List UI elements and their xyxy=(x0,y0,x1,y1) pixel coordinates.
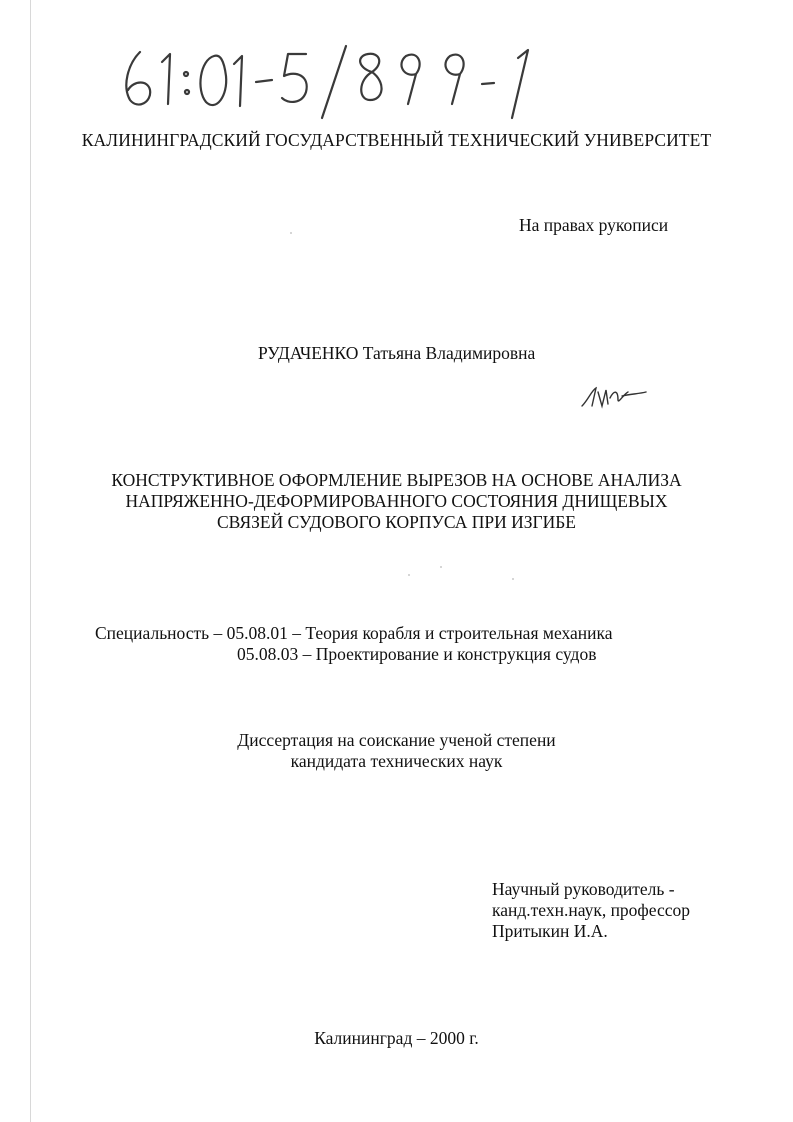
degree-statement xyxy=(0,730,793,772)
specialty-block xyxy=(95,623,613,665)
supervisor-line: канд.техн.наук, профессор xyxy=(492,900,691,920)
place-and-year: Калининград – 2000 г. xyxy=(314,1028,479,1048)
handwritten-shelf-number xyxy=(110,34,550,124)
scan-speck xyxy=(290,232,292,234)
dissertation-title xyxy=(40,470,753,533)
title-line: СВЯЗЕЙ СУДОВОГО КОРПУСА ПРИ ИЗГИБЕ xyxy=(217,512,576,532)
scan-speck xyxy=(408,574,410,576)
university-name: КАЛИНИНГРАДСКИЙ ГОСУДАРСТВЕННЫЙ ТЕХНИЧЕСКИЙ УНИВЕРСИТЕТ xyxy=(81,130,712,150)
scientific-supervisor xyxy=(492,879,690,942)
specialty-line: 05.08.03 – Проектирование и конструкция судов xyxy=(237,644,597,664)
author-name: РУДАЧЕНКО Татьяна Владимировна xyxy=(258,343,536,363)
specialty-line: Специальность – 05.08.01 – Теория корабля и строительная механика xyxy=(95,623,613,643)
title-line: КОНСТРУКТИВНОЕ ОФОРМЛЕНИЕ ВЫРЕЗОВ НА ОСНОВЕ АНАЛИЗА xyxy=(111,470,682,490)
scan-edge xyxy=(30,0,31,1122)
degree-line: кандидата технических наук xyxy=(290,751,503,771)
title-line: НАПРЯЖЕННО-ДЕФОРМИРОВАННОГО СОСТОЯНИЯ ДНИЩЕВЫХ xyxy=(125,491,668,511)
degree-line: Диссертация на соискание ученой степени xyxy=(237,730,556,750)
supervisor-line: Притыкин И.А. xyxy=(492,921,608,941)
supervisor-line: Научный руководитель - xyxy=(492,879,675,899)
scan-speck xyxy=(512,578,514,580)
signature xyxy=(578,380,648,410)
manuscript-rights-note: На правах рукописи xyxy=(519,215,669,235)
scan-speck xyxy=(440,566,442,568)
